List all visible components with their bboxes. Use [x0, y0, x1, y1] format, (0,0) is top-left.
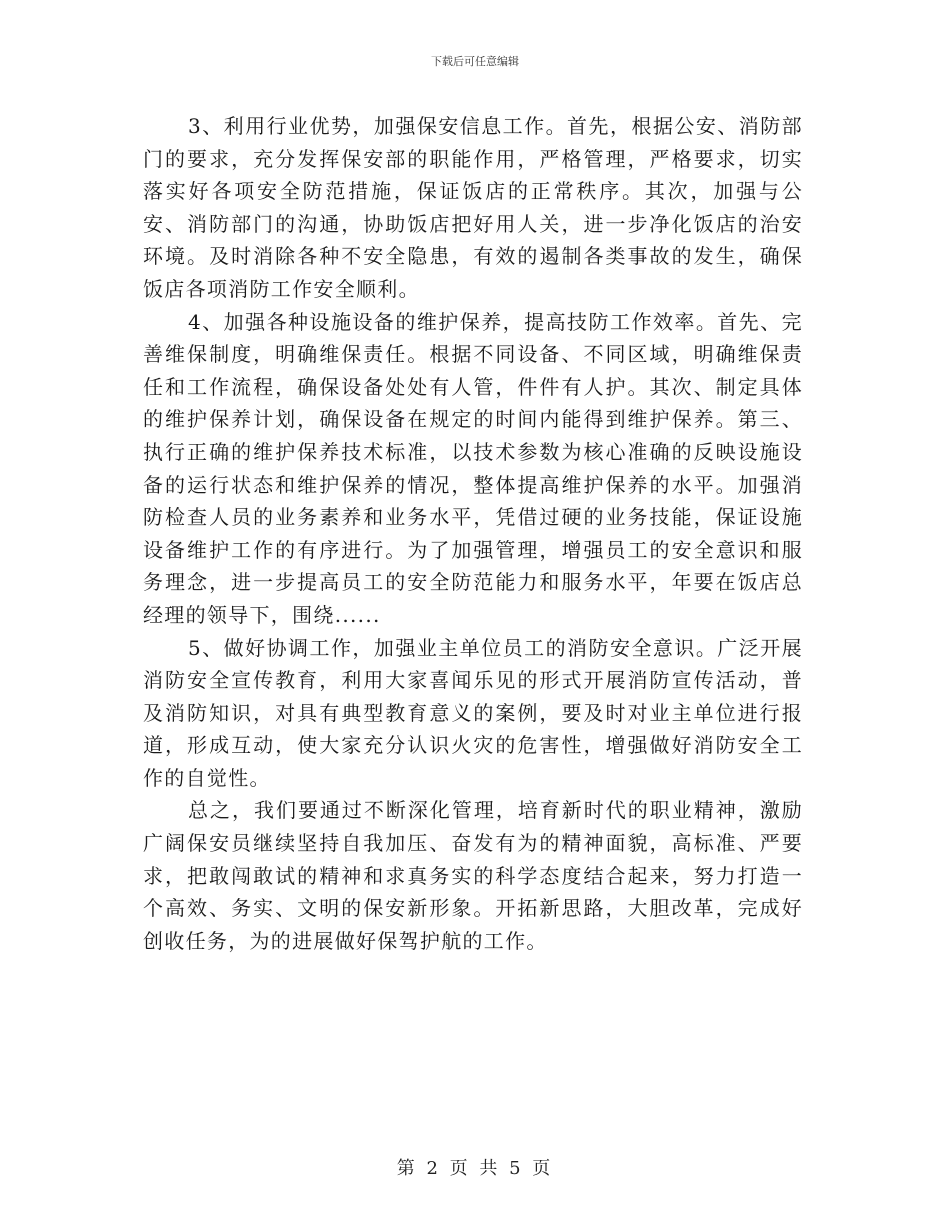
document-body — [143, 110, 803, 957]
page-header: 下载后可任意编辑 — [431, 55, 519, 68]
paragraph-conclusion: 总之，我们要通过不断深化管理，培育新时代的职业精神，激励广阔保安员继续坚持自我加压、奋发有为的精神面貌，高标准、严要求，把敢闯敢试的精神和求真务实的科学态度结合起来，努力打造一个高效、务实、文明的保安新形象。开拓新思路，大胆改革，完成好创收任务，为的进展做好保驾护航的工作。 — [143, 798, 803, 953]
page-number-footer: 第 2 页 共 5 页 — [396, 1158, 554, 1179]
paragraph-item-4: 4、加强各种设施设备的维护保养，提高技防工作效率。首先、完善维保制度，明确维保责任。根据不同设备、不同区域，明确维保责任和工作流程，确保设备处处有人管，件件有人护。其次、制定具体的维护保养计划，确保设备在规定的时间内能得到维护保养。第三、执行正确的维护保养技术标准，以技术参数为核心准确的反映设施设备的运行状态和维护保养的情况，整体提高维护保养的水平。加强消防检查人员的业务素养和业务水平，凭借过硬的业务技能，保证设施设备维护工作的有序进行。为了加强管理，增强员工的安全意识和服务理念，进一步提高员工的安全防范能力和服务水平，年要在饭店总经理的领导下，围绕...... — [143, 309, 803, 627]
paragraph-item-3: 3、利用行业优势，加强保安信息工作。首先，根据公安、消防部门的要求，充分发挥保安部的职能作用，严格管理，严格要求，切实落实好各项安全防范措施，保证饭店的正常秩序。其次，加强与公安、消防部门的沟通，协助饭店把好用人关，进一步净化饭店的治安环境。及时消除各种不安全隐患，有效的遏制各类事故的发生，确保饭店各项消防工作安全顺利。 — [143, 114, 803, 301]
paragraph-item-5: 5、做好协调工作，加强业主单位员工的消防安全意识。广泛开展消防安全宣传教育，利用大家喜闻乐见的形式开展消防宣传活动，普及消防知识，对具有典型教育意义的案例，要及时对业主单位进行报道，形成互动，使大家充分认识火灾的危害性，增强做好消防安全工作的自觉性。 — [143, 635, 803, 790]
